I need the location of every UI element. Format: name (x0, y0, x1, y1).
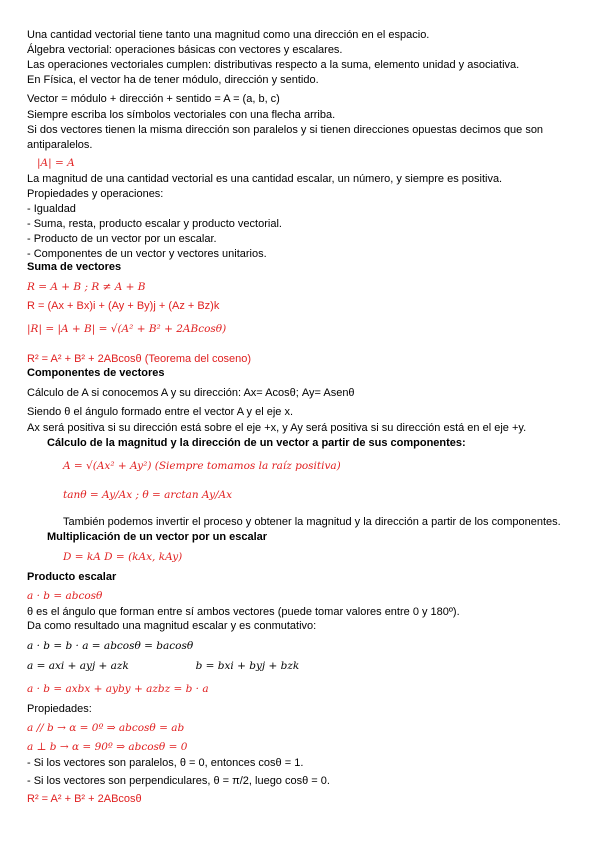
formula-components: R = (Ax + Bx)i + (Ay + By)j + (Az + Bz)k (27, 300, 220, 312)
text-line: Siempre escriba los símbolos vectoriales con una flecha arriba. (27, 109, 336, 121)
text-line: En Física, el vector ha de tener módulo, dirección y sentido. (27, 74, 319, 86)
list-item: - Si los vectores son paralelos, θ = 0, entonces cosθ = 1. (27, 757, 304, 769)
text-line: Una cantidad vectorial tiene tanto una magnitud como una dirección en el espacio. (27, 29, 430, 41)
text-line: Siendo θ el ángulo formado entre el vector A y el eje x. (27, 406, 293, 418)
bullet-heading: Multiplicación de un vector por un escalar (47, 531, 268, 543)
formula-commutative: a · b = b · a = abcosθ = bacosθ (27, 640, 194, 652)
section-heading: Producto escalar (27, 571, 117, 583)
formula-dot-product: a · b = abcosθ (27, 590, 103, 602)
formula-direction: tanθ = Ay/Ax ; θ = arctan Ay/Ax (63, 489, 233, 501)
formula-sum: R = A + B ; R ≠ A + B (27, 281, 146, 293)
text-line: antiparalelos. (27, 139, 93, 151)
text-line: Álgebra vectorial: operaciones básicas con vectores y escalares. (27, 44, 343, 56)
text-line: Cálculo de A si conocemos A y su dirección: Ax= Acosθ; Ay= Asenθ (27, 387, 355, 399)
formula-cosine: R² = A² + B² + 2ABcosθ (Teorema del coseno) (27, 353, 252, 365)
bullet-heading: Cálculo de la magnitud y la dirección de un vector a partir de sus componentes: (47, 437, 466, 449)
text-line: θ es el ángulo que forman entre sí ambos vectores (puede tomar valores entre 0 y 180º). (27, 606, 460, 618)
text-line: Propiedades: (27, 703, 92, 715)
text-line: También podemos invertir el proceso y obtener la magnitud y la dirección a partir de los componentes. (63, 516, 561, 528)
text-line: Vector = módulo + dirección + sentido = A = (a, b, c) (27, 93, 280, 105)
formula-cosine: R² = A² + B² + 2ABcosθ (27, 793, 142, 805)
formula-resultant: |R| = |A + B| = √(A² + B² + 2ABcosθ) (27, 323, 227, 335)
section-heading: Suma de vectores (27, 261, 122, 273)
list-item: - Componentes de un vector y vectores unitarios. (27, 248, 267, 260)
list-item: - Producto de un vector por un escalar. (27, 233, 217, 245)
formula-parallel: a // b → α = 0º ⇒ abcosθ = ab (27, 722, 185, 734)
list-item: - Igualdad (27, 203, 76, 215)
formula-magnitude: |A| = A (37, 157, 75, 169)
text-line: Las operaciones vectoriales cumplen: distributivas respecto a la suma, elemento unidad y asociativa. (27, 59, 520, 71)
text-line: La magnitud de una cantidad vectorial es una cantidad escalar, un número, y siempre es positiva. (27, 173, 503, 185)
formula-dot-components: a · b = axbx + ayby + azbz = b · a (27, 683, 209, 695)
text-line: Da como resultado una magnitud escalar y es conmutativo: (27, 620, 317, 632)
text-line: Si dos vectores tienen la misma dirección son paralelos y si tienen direcciones opuestas decimos que son (27, 124, 544, 136)
text-line: Propiedades y operaciones: (27, 188, 164, 200)
text-line: Ax será positiva si su dirección está sobre el eje +x, y Ay será positiva si su dirección está en el eje +y. (27, 422, 527, 434)
list-item: - Si los vectores son perpendiculares, θ = π/2, luego cosθ = 0. (27, 775, 330, 787)
list-item: - Suma, resta, producto escalar y producto vectorial. (27, 218, 282, 230)
formula-vector-components: a = axi + ayj + azk b = bxi + byj + bzk (27, 660, 300, 672)
formula-scalar-multiplication: D = kA D = (kAx, kAy) (63, 551, 183, 563)
formula-perpendicular: a ⊥ b → α = 90º ⇒ abcosθ = 0 (27, 741, 188, 753)
section-heading: Componentes de vectores (27, 367, 165, 379)
formula-magnitude-components: A = √(Ax² + Ay²) (Siempre tomamos la raíz positiva) (63, 460, 341, 472)
